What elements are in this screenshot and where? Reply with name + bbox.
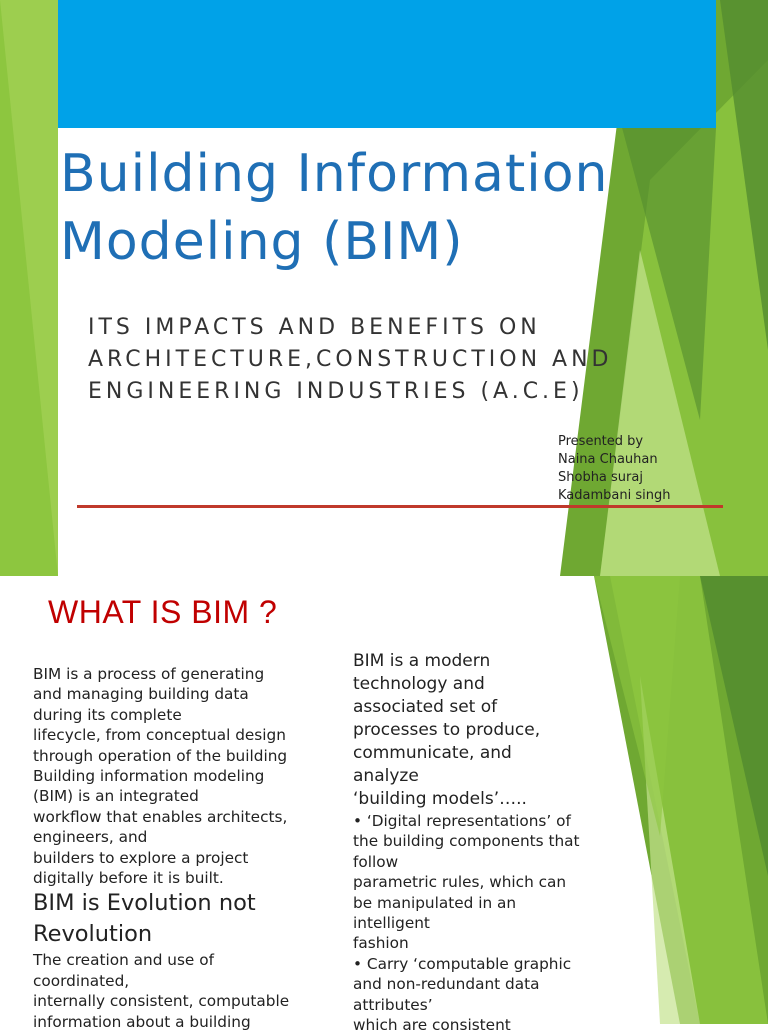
slide2-heading: WHAT IS BIM ? bbox=[48, 594, 278, 630]
presenters-block bbox=[558, 433, 738, 505]
paragraph-line: through operation of the building bbox=[33, 746, 288, 765]
subtitle-line-2: ARCHITECTURE,CONSTRUCTION AND bbox=[88, 347, 613, 372]
paragraph-line: ‘building models’….. bbox=[353, 789, 527, 809]
subtitle-line-3: ENGINEERING INDUSTRIES (A.C.E) bbox=[88, 379, 584, 404]
subtitle-line-1: ITS IMPACTS AND BENEFITS ON bbox=[88, 315, 541, 340]
bullet-line: attributes’ bbox=[353, 995, 433, 1014]
paragraph-line: engineers, and bbox=[33, 828, 148, 847]
paragraph-line: workflow that enables architects, bbox=[33, 807, 288, 826]
bullet-line: • Carry ‘computable graphic bbox=[353, 954, 572, 973]
paragraph-line: builders to explore a project bbox=[33, 848, 249, 867]
bim-bullet-list bbox=[353, 811, 613, 1035]
title-color-bar bbox=[58, 0, 716, 128]
subheading-line: Revolution bbox=[33, 921, 153, 948]
bullet-line: be manipulated in an bbox=[353, 893, 517, 912]
paragraph-line: internally consistent, computable bbox=[33, 992, 290, 1011]
bullet-line: fashion bbox=[353, 934, 409, 953]
paragraph-line: BIM is a modern bbox=[353, 651, 491, 671]
paragraph-line: lifecycle, from conceptual design bbox=[33, 726, 286, 745]
left-column bbox=[33, 664, 333, 1032]
bullet-line: follow bbox=[353, 852, 399, 871]
red-divider-line bbox=[77, 505, 723, 508]
what-is-bim-slide bbox=[0, 576, 768, 1035]
bullet-line: parametric rules, which can bbox=[353, 873, 567, 892]
paragraph-line: coordinated, bbox=[33, 971, 130, 990]
paragraph-line: Building information modeling bbox=[33, 767, 265, 786]
presenter-name: Naina Chauhan bbox=[558, 452, 658, 467]
presenter-name: Shobha suraj bbox=[558, 470, 643, 485]
right-column bbox=[353, 650, 613, 1035]
paragraph-line: information about a building bbox=[33, 1012, 251, 1031]
title-line-2: Modeling (BIM) bbox=[60, 212, 464, 272]
paragraph-line: during its complete bbox=[33, 705, 182, 724]
paragraph-line: (BIM) is an integrated bbox=[33, 787, 199, 806]
slide-title bbox=[60, 140, 740, 276]
bullet-line: intelligent bbox=[353, 914, 430, 933]
paragraph-line: and managing building data bbox=[33, 685, 249, 704]
presenters-label: Presented by bbox=[558, 434, 644, 449]
slide-subtitle bbox=[88, 312, 708, 408]
title-line-1: Building Information bbox=[60, 144, 609, 204]
bim-definition-paragraph bbox=[33, 664, 333, 888]
paragraph-line: processes to produce, bbox=[353, 720, 541, 740]
paragraph-line: The creation and use of bbox=[33, 951, 214, 970]
bim-creation-paragraph bbox=[33, 950, 333, 1032]
bim-modern-technology-paragraph bbox=[353, 650, 613, 811]
evolution-subheading bbox=[33, 888, 333, 950]
bullet-line: and non-redundant data bbox=[353, 975, 540, 994]
paragraph-line: BIM is a process of generating bbox=[33, 665, 265, 683]
subheading-line: BIM is Evolution not bbox=[33, 890, 256, 917]
paragraph-line: digitally before it is built. bbox=[33, 869, 224, 888]
bullet-line: • ‘Digital representations’ of bbox=[353, 812, 571, 830]
paragraph-line: analyze bbox=[353, 766, 419, 786]
presenter-name: Kadambani singh bbox=[558, 488, 671, 503]
bullet-line: which are consistent bbox=[353, 1016, 511, 1035]
paragraph-line: associated set of bbox=[353, 697, 498, 717]
paragraph-line: technology and bbox=[353, 674, 485, 694]
bullet-line: the building components that bbox=[353, 832, 580, 851]
paragraph-line: communicate, and bbox=[353, 743, 512, 763]
